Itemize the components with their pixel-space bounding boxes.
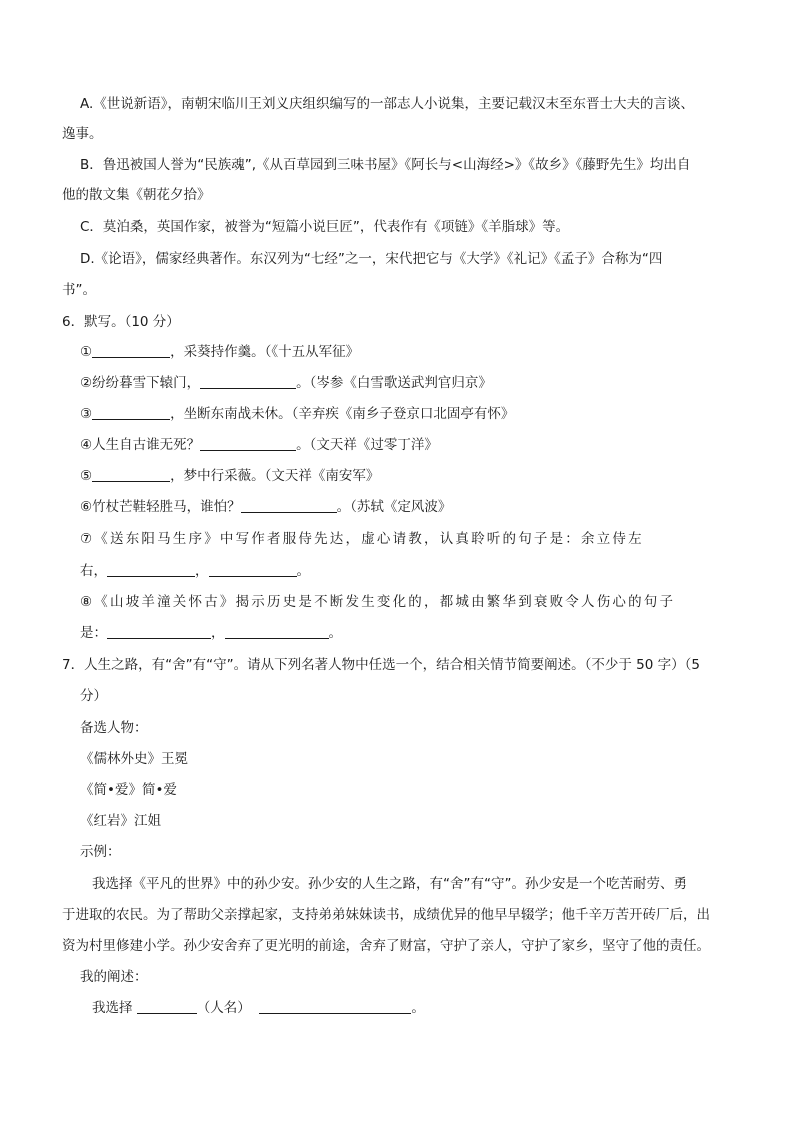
item-2-suffix: 。（岑参《白雪歌送武判官归京》	[296, 375, 492, 391]
my-answer-label: 我的阐述：	[80, 969, 148, 985]
my-answer-end: 。	[411, 1000, 425, 1016]
option-b-line-2: 他的散文集《朝花夕拾》	[62, 187, 211, 203]
dictation-item-8-line-2	[80, 623, 342, 643]
item-1-suffix: ，采葵持作羹。（《十五从军征》	[170, 344, 360, 360]
answer-blank[interactable]	[107, 562, 195, 577]
option-d-line-1: D.《论语》，儒家经典著作。东汉列为“七经”之一，宋代把它与《大学》《礼记》《孟子》合称为“四	[80, 251, 663, 267]
item-4-suffix: 。（文天祥《过零丁洋》	[296, 437, 438, 453]
dictation-item-2	[80, 373, 492, 393]
item-2-prefix: ②纷纷暮雪下辕门，	[80, 375, 201, 391]
item-5-suffix: ，梦中行采薇。（文天祥《南安军》	[170, 468, 380, 484]
example-label: 示例：	[80, 844, 121, 860]
candidates-label: 备选人物：	[80, 720, 148, 736]
item-1-prefix: ①	[80, 344, 93, 360]
dictation-item-8-line-1: ⑧《山坡羊潼关怀古》揭示历史是不断发生变化的，都城由繁华到衰败令人伤心的句子	[80, 594, 676, 610]
answer-blank[interactable]	[241, 498, 337, 513]
example-line-1: 我选择《平凡的世界》中的孙少安。孙少安的人生之路，有“舍”有“守”。孙少安是一个吃苦耐劳、勇	[92, 876, 687, 892]
my-answer-prefix: 我选择	[92, 1000, 137, 1016]
example-line-3: 资为村里修建小学。孙少安舍弃了更光明的前途，舍弃了财富，守护了亲人，守护了家乡，坚守了他的责任。	[62, 938, 710, 954]
answer-blank[interactable]	[92, 405, 170, 420]
option-d-line-2: 书”。	[62, 282, 96, 298]
dictation-item-1	[80, 342, 359, 362]
answer-blank[interactable]	[225, 624, 329, 639]
item-3-prefix: ③	[80, 406, 93, 422]
item-7-prefix: 右，	[80, 563, 107, 579]
answer-blank[interactable]	[107, 624, 211, 639]
dictation-item-7-line-1: ⑦《送东阳马生序》中写作者服侍先达，虚心请教，认真聆听的句子是：余立侍左	[80, 531, 644, 547]
item-8-end: 。	[328, 625, 342, 641]
person-name-blank[interactable]	[137, 999, 197, 1014]
person-name-hint: （人名）	[196, 1000, 251, 1016]
option-a-line-1: A.《世说新语》，南朝宋临川王刘义庆组织编写的一部志人小说集，主要记载汉末至东晋士大夫的言谈、	[80, 96, 695, 112]
question-7-line-2: 分）	[80, 688, 107, 704]
item-8-sep: ，	[211, 625, 225, 641]
candidate-1: 《儒林外史》王冕	[80, 751, 188, 767]
dictation-item-7-line-2	[80, 561, 310, 581]
answer-blank[interactable]	[92, 343, 170, 358]
answer-blank[interactable]	[259, 999, 411, 1014]
example-line-2: 于进取的农民。为了帮助父亲撑起家，支持弟弟妹妹读书，成绩优异的他早早辍学；他千辛万苦开砖厂后，出	[62, 907, 710, 923]
item-4-prefix: ④人生自古谁无死？	[80, 437, 201, 453]
item-5-prefix: ⑤	[80, 468, 93, 484]
answer-blank[interactable]	[200, 374, 296, 389]
candidate-3: 《红岩》江姐	[80, 813, 161, 829]
option-b-line-1: B．鲁迅被国人誉为“民族魂”,《从百草园到三味书屋》《阿长与<山海经>》《故乡》《藤野先生》均出自	[80, 157, 691, 173]
dictation-item-3	[80, 404, 514, 424]
dictation-item-6	[80, 497, 451, 517]
item-3-suffix: ，坐断东南战未休。（辛弃疾《南乡子登京口北固亭有怀》	[170, 406, 515, 422]
item-6-prefix: ⑥竹杖芒鞋轻胜马，谁怕？	[80, 499, 241, 515]
option-c-line-1: C．莫泊桑，英国作家，被誉为“短篇小说巨匠”，代表作有《项链》《羊脂球》等。	[80, 219, 570, 235]
item-7-end: 。	[296, 563, 310, 579]
answer-blank[interactable]	[92, 467, 170, 482]
item-7-sep: ，	[195, 563, 209, 579]
dictation-item-5	[80, 466, 379, 486]
question-7-line-1: 7．人生之路，有“舍”有“守”。请从下列名著人物中任选一个，结合相关情节简要阐述。（不少于 50 字）（5	[62, 657, 700, 673]
option-a-line-2: 逸事。	[62, 126, 103, 142]
my-answer-line	[92, 998, 425, 1018]
answer-blank[interactable]	[209, 562, 297, 577]
question-6-title: 6．默写。（10 分）	[62, 314, 180, 330]
item-6-suffix: 。（苏轼《定风波》	[336, 499, 452, 515]
dictation-item-4	[80, 435, 438, 455]
item-8-prefix: 是：	[80, 625, 107, 641]
candidate-2: 《简•爱》简•爱	[80, 782, 177, 798]
answer-blank[interactable]	[200, 436, 296, 451]
